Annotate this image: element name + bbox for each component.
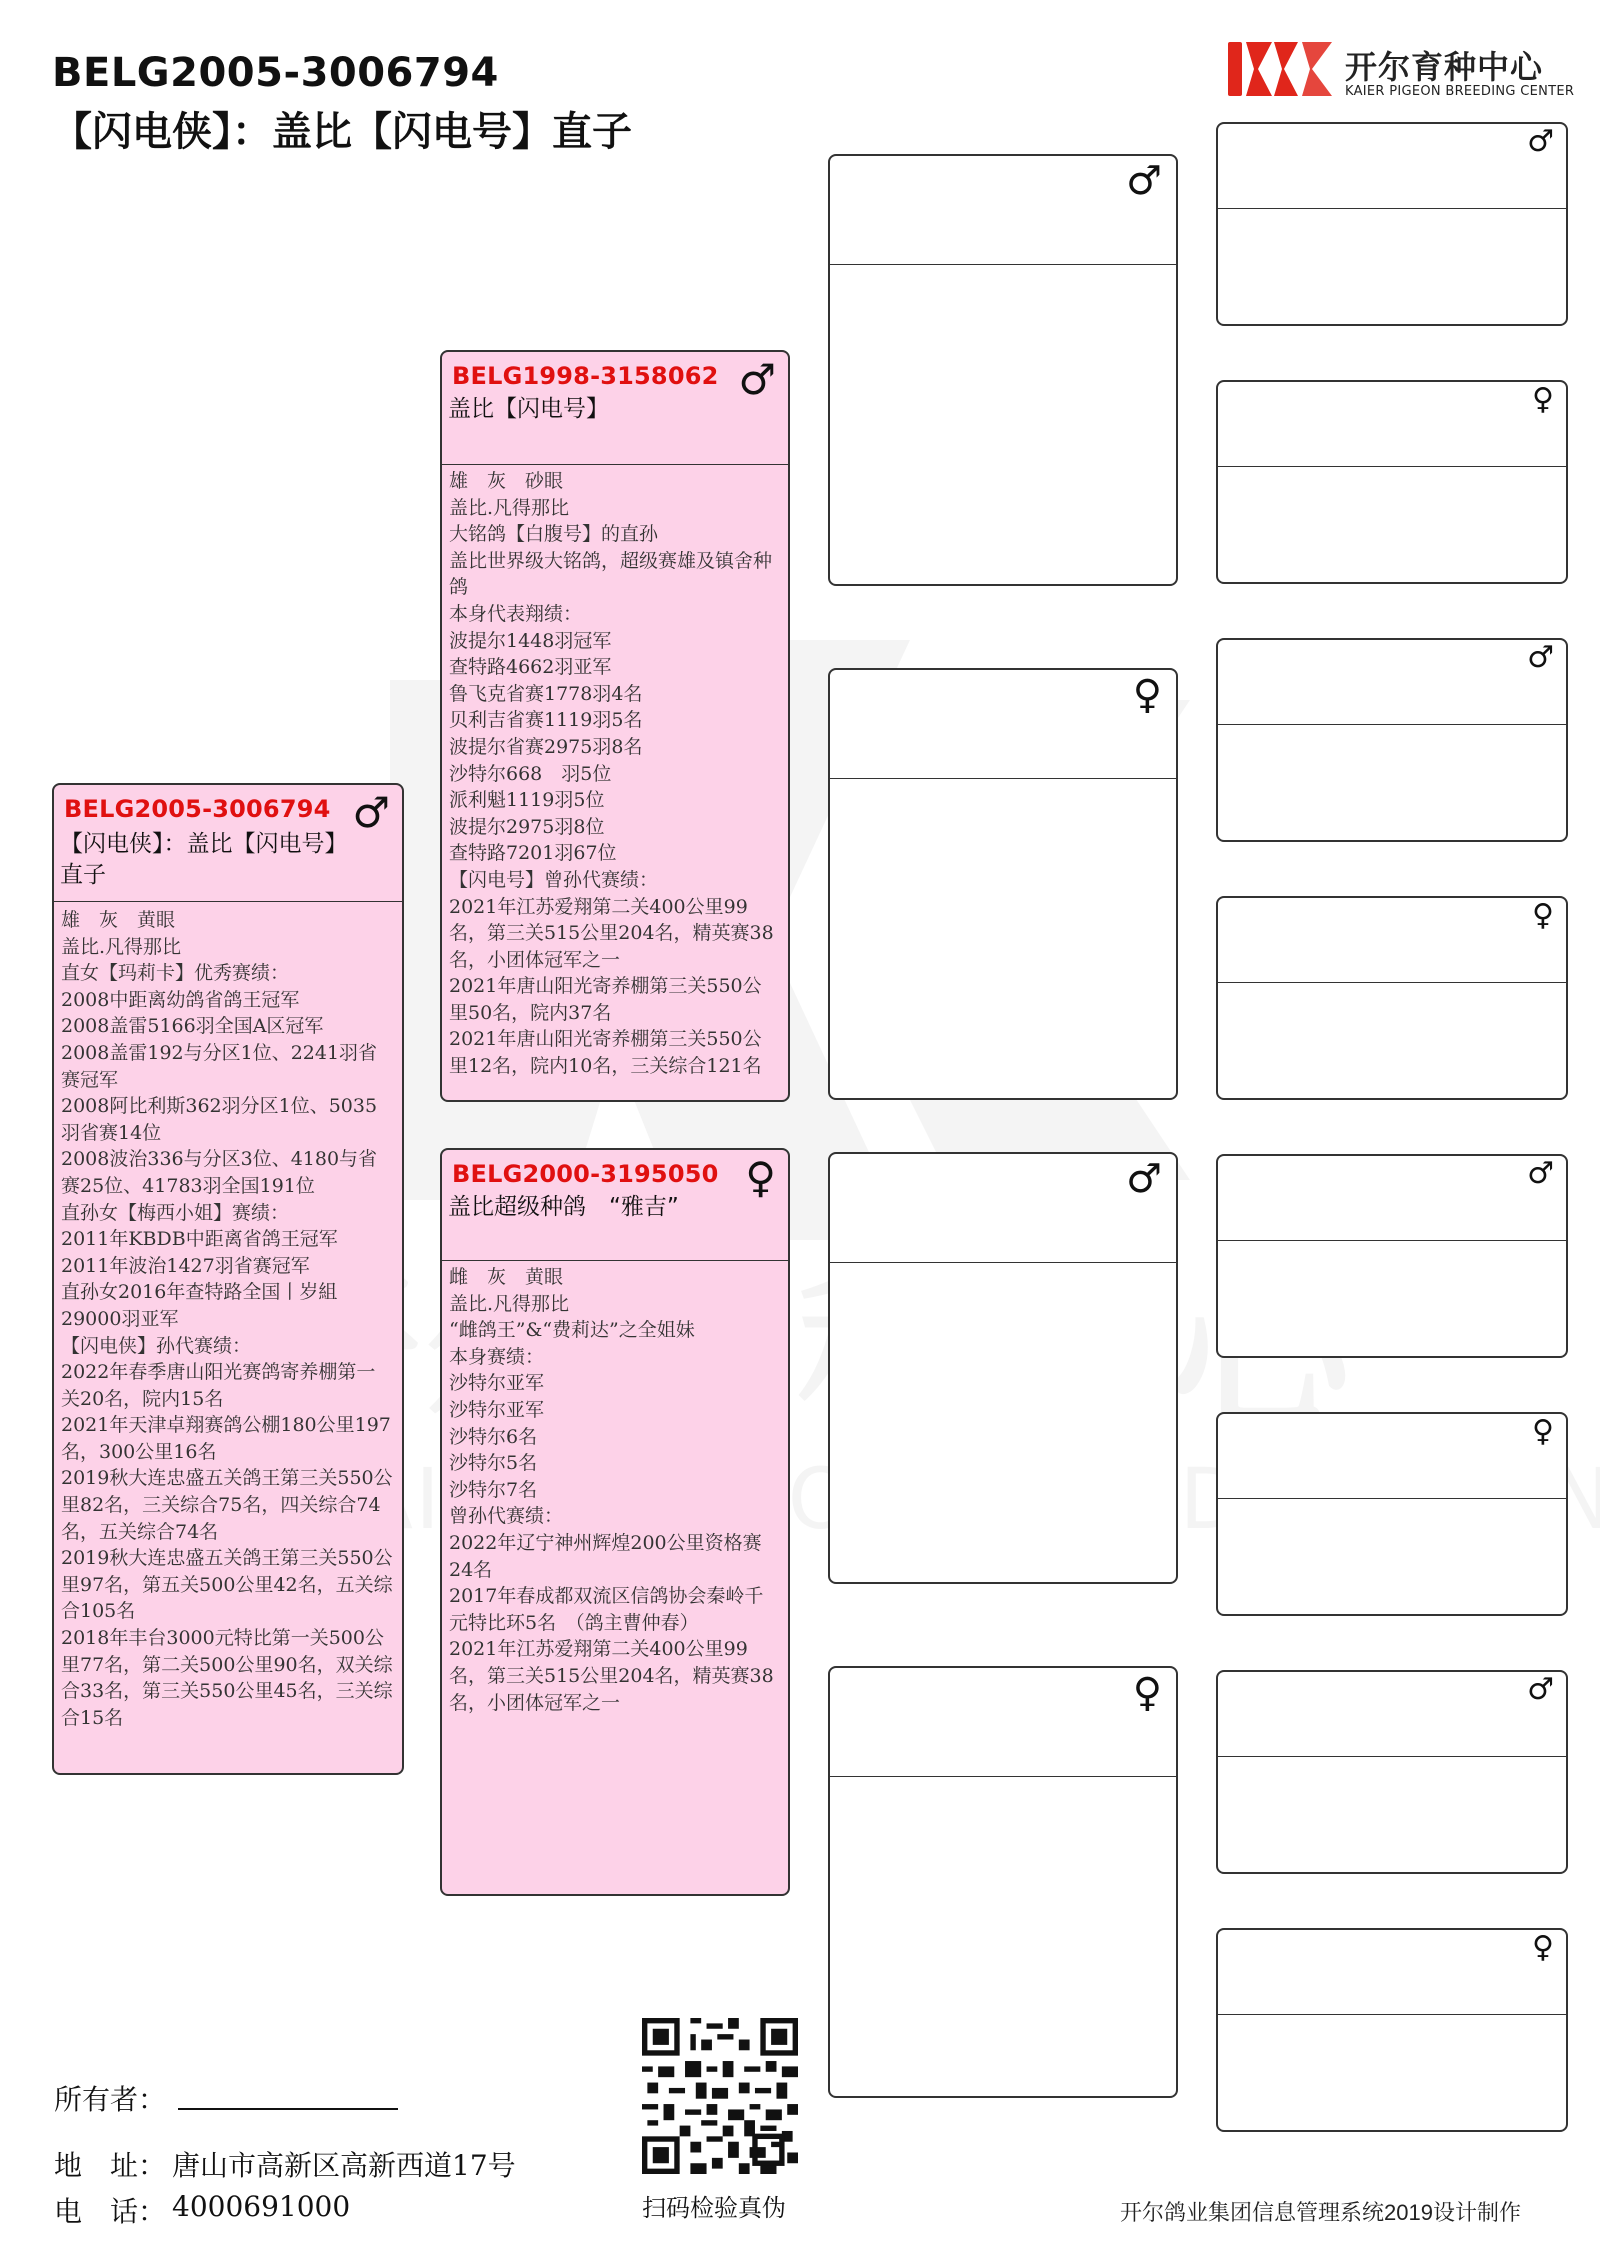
page-title-name: 【闪电侠】：盖比【闪电号】直子 bbox=[52, 109, 632, 155]
watermark-text bbox=[240, 1210, 1356, 1468]
great-grandparent-box bbox=[1216, 380, 1568, 584]
male-icon: ♂ bbox=[1527, 1672, 1554, 1707]
great-grandparent-box bbox=[1216, 1412, 1568, 1616]
dam-card bbox=[440, 1148, 790, 1896]
sire-ring: BELG1998-3158062 bbox=[452, 362, 719, 390]
male-icon: ♂ bbox=[1126, 158, 1162, 204]
female-icon: ♀ bbox=[1532, 382, 1554, 417]
subject-card bbox=[52, 783, 404, 1775]
owner-blank-line bbox=[178, 2108, 398, 2110]
sire-name: 盖比【闪电号】 bbox=[448, 396, 609, 422]
male-icon: ♂ bbox=[738, 355, 776, 404]
granddam-dam-box bbox=[828, 1666, 1178, 2098]
address-label: 地 址： bbox=[54, 2149, 167, 2182]
grandsire-dam-box bbox=[828, 1152, 1178, 1584]
subject-details: 雄 灰 黄眼 盖比.凡得那比 直女【玛莉卡】优秀赛绩： 2008中距离幼鸽省鸽王冠军 2008盖雷5166羽全国A区冠军 2008盖雷192与分区1位、2241羽省赛冠军 2008阿比利斯362羽分区1位、5035羽省赛14位 2008波治336与分区3位、4180与省赛25位、41783羽全国191位 直孙女【梅西小姐】赛绩： 2011年KBDB中距离省鸽王冠军 2011年波治1427羽省赛冠军 直孙女2016年查特路全国丨岁組29000羽亚军 【闪电侠】孙代赛绩： 2022年春季唐山阳光赛鸽寄养棚第一关20名，院内15名 2021年天津卓翔赛鸽公棚180公里197名，300公里16名 2019秋大连忠盛五关鸽王第三关550公里82名，三关综合75名，四关综合74名，五关综合74名 2019秋大连忠盛五关鸽王第三关550公里97名，第五关500公里42名，五关综合105名 2018年丰台3000元特比第一关500公里77名，第二关500公里90名，双关综合33名，第三关550公里45名，三关综合15名 bbox=[61, 909, 393, 1729]
dam-details: 雌 灰 黄眼 盖比.凡得那比 “雌鸽王”&“费莉达”之全姐妹 本身赛绩： 沙特尔亚军 沙特尔亚军 沙特尔6名 沙特尔5名 沙特尔7名 曾孙代赛绩： 2022年辽宁神州辉煌200公里资格赛24名 2017年春成都双流区信鸽协会秦岭千元特比环5名 （鸽主曹仲春） 2021年江苏爱翔第二关400公里99名，第三关515公里204名，精英赛38名，小团体冠军之一 bbox=[449, 1266, 774, 1714]
female-icon: ♀ bbox=[1132, 1670, 1162, 1716]
dam-ring: BELG2000-3195050 bbox=[452, 1160, 719, 1188]
male-icon: ♂ bbox=[1527, 640, 1554, 675]
great-grandparent-box bbox=[1216, 1928, 1568, 2132]
male-icon: ♂ bbox=[1126, 1156, 1162, 1202]
female-icon: ♀ bbox=[1532, 1930, 1554, 1965]
page-title-ring: BELG2005-3006794 bbox=[52, 50, 499, 96]
male-icon: ♂ bbox=[1527, 1156, 1554, 1191]
sire-card bbox=[440, 350, 790, 1102]
male-icon: ♂ bbox=[352, 788, 390, 837]
phone-value: 4000691000 bbox=[172, 2190, 351, 2223]
granddam-sire-box bbox=[828, 668, 1178, 1100]
great-grandparent-box bbox=[1216, 1154, 1568, 1358]
great-grandparent-box bbox=[1216, 896, 1568, 1100]
subject-ring: BELG2005-3006794 bbox=[64, 795, 331, 823]
female-icon: ♀ bbox=[1532, 898, 1554, 933]
system-credit: 开尔鸽业集团信息管理系统2019设计制作 bbox=[1120, 2200, 1521, 2225]
address-value: 唐山市高新区高新西道17号 bbox=[172, 2149, 516, 2182]
qr-code-icon[interactable] bbox=[642, 2018, 798, 2174]
owner-label: 所有者： bbox=[54, 2083, 167, 2116]
grandsire-sire-box bbox=[828, 154, 1178, 586]
logo-name: 开尔育种中心 bbox=[1345, 48, 1544, 86]
great-grandparent-box bbox=[1216, 1670, 1568, 1874]
dam-name: 盖比超级种鸽 “雅吉” bbox=[448, 1194, 679, 1220]
kaier-logo-mark bbox=[1228, 38, 1334, 100]
male-icon: ♂ bbox=[1527, 124, 1554, 159]
phone-label: 电 话： bbox=[54, 2195, 167, 2228]
qr-caption: 扫码检验真伪 bbox=[642, 2195, 786, 2222]
female-icon: ♀ bbox=[745, 1153, 776, 1202]
great-grandparent-box bbox=[1216, 638, 1568, 842]
great-grandparent-box bbox=[1216, 122, 1568, 326]
female-icon: ♀ bbox=[1132, 672, 1162, 718]
logo-subtitle: KAIER PIGEON BREEDING CENTER bbox=[1345, 84, 1575, 99]
female-icon: ♀ bbox=[1532, 1414, 1554, 1449]
subject-name: 【闪电侠】：盖比【闪电号】直子 bbox=[60, 831, 336, 888]
sire-details: 雄 灰 砂眼 盖比.凡得那比 大铭鸽【白腹号】的直孙 盖比世界级大铭鸽，超级赛雄及镇舍种鸽 本身代表翔绩： 波提尔1448羽冠军 查特路4662羽亚军 鲁飞克省赛1778羽4名 贝利吉省赛1119羽5名 波提尔省赛2975羽8名 沙特尔668 羽5位 派利魁1119羽5位 波提尔2975羽8位 查特路7201羽67位 【闪电号】曾孙代赛绩： 2021年江苏爱翔第二关400公里99名，第三关515公里204名，精英赛38名，小团体冠军之一 2021年唐山阳光寄养棚第三关550公里50名，院内37名 2021年唐山阳光寄养棚第三关550公里12名，院内10名，三关综合121名 bbox=[449, 470, 774, 1078]
